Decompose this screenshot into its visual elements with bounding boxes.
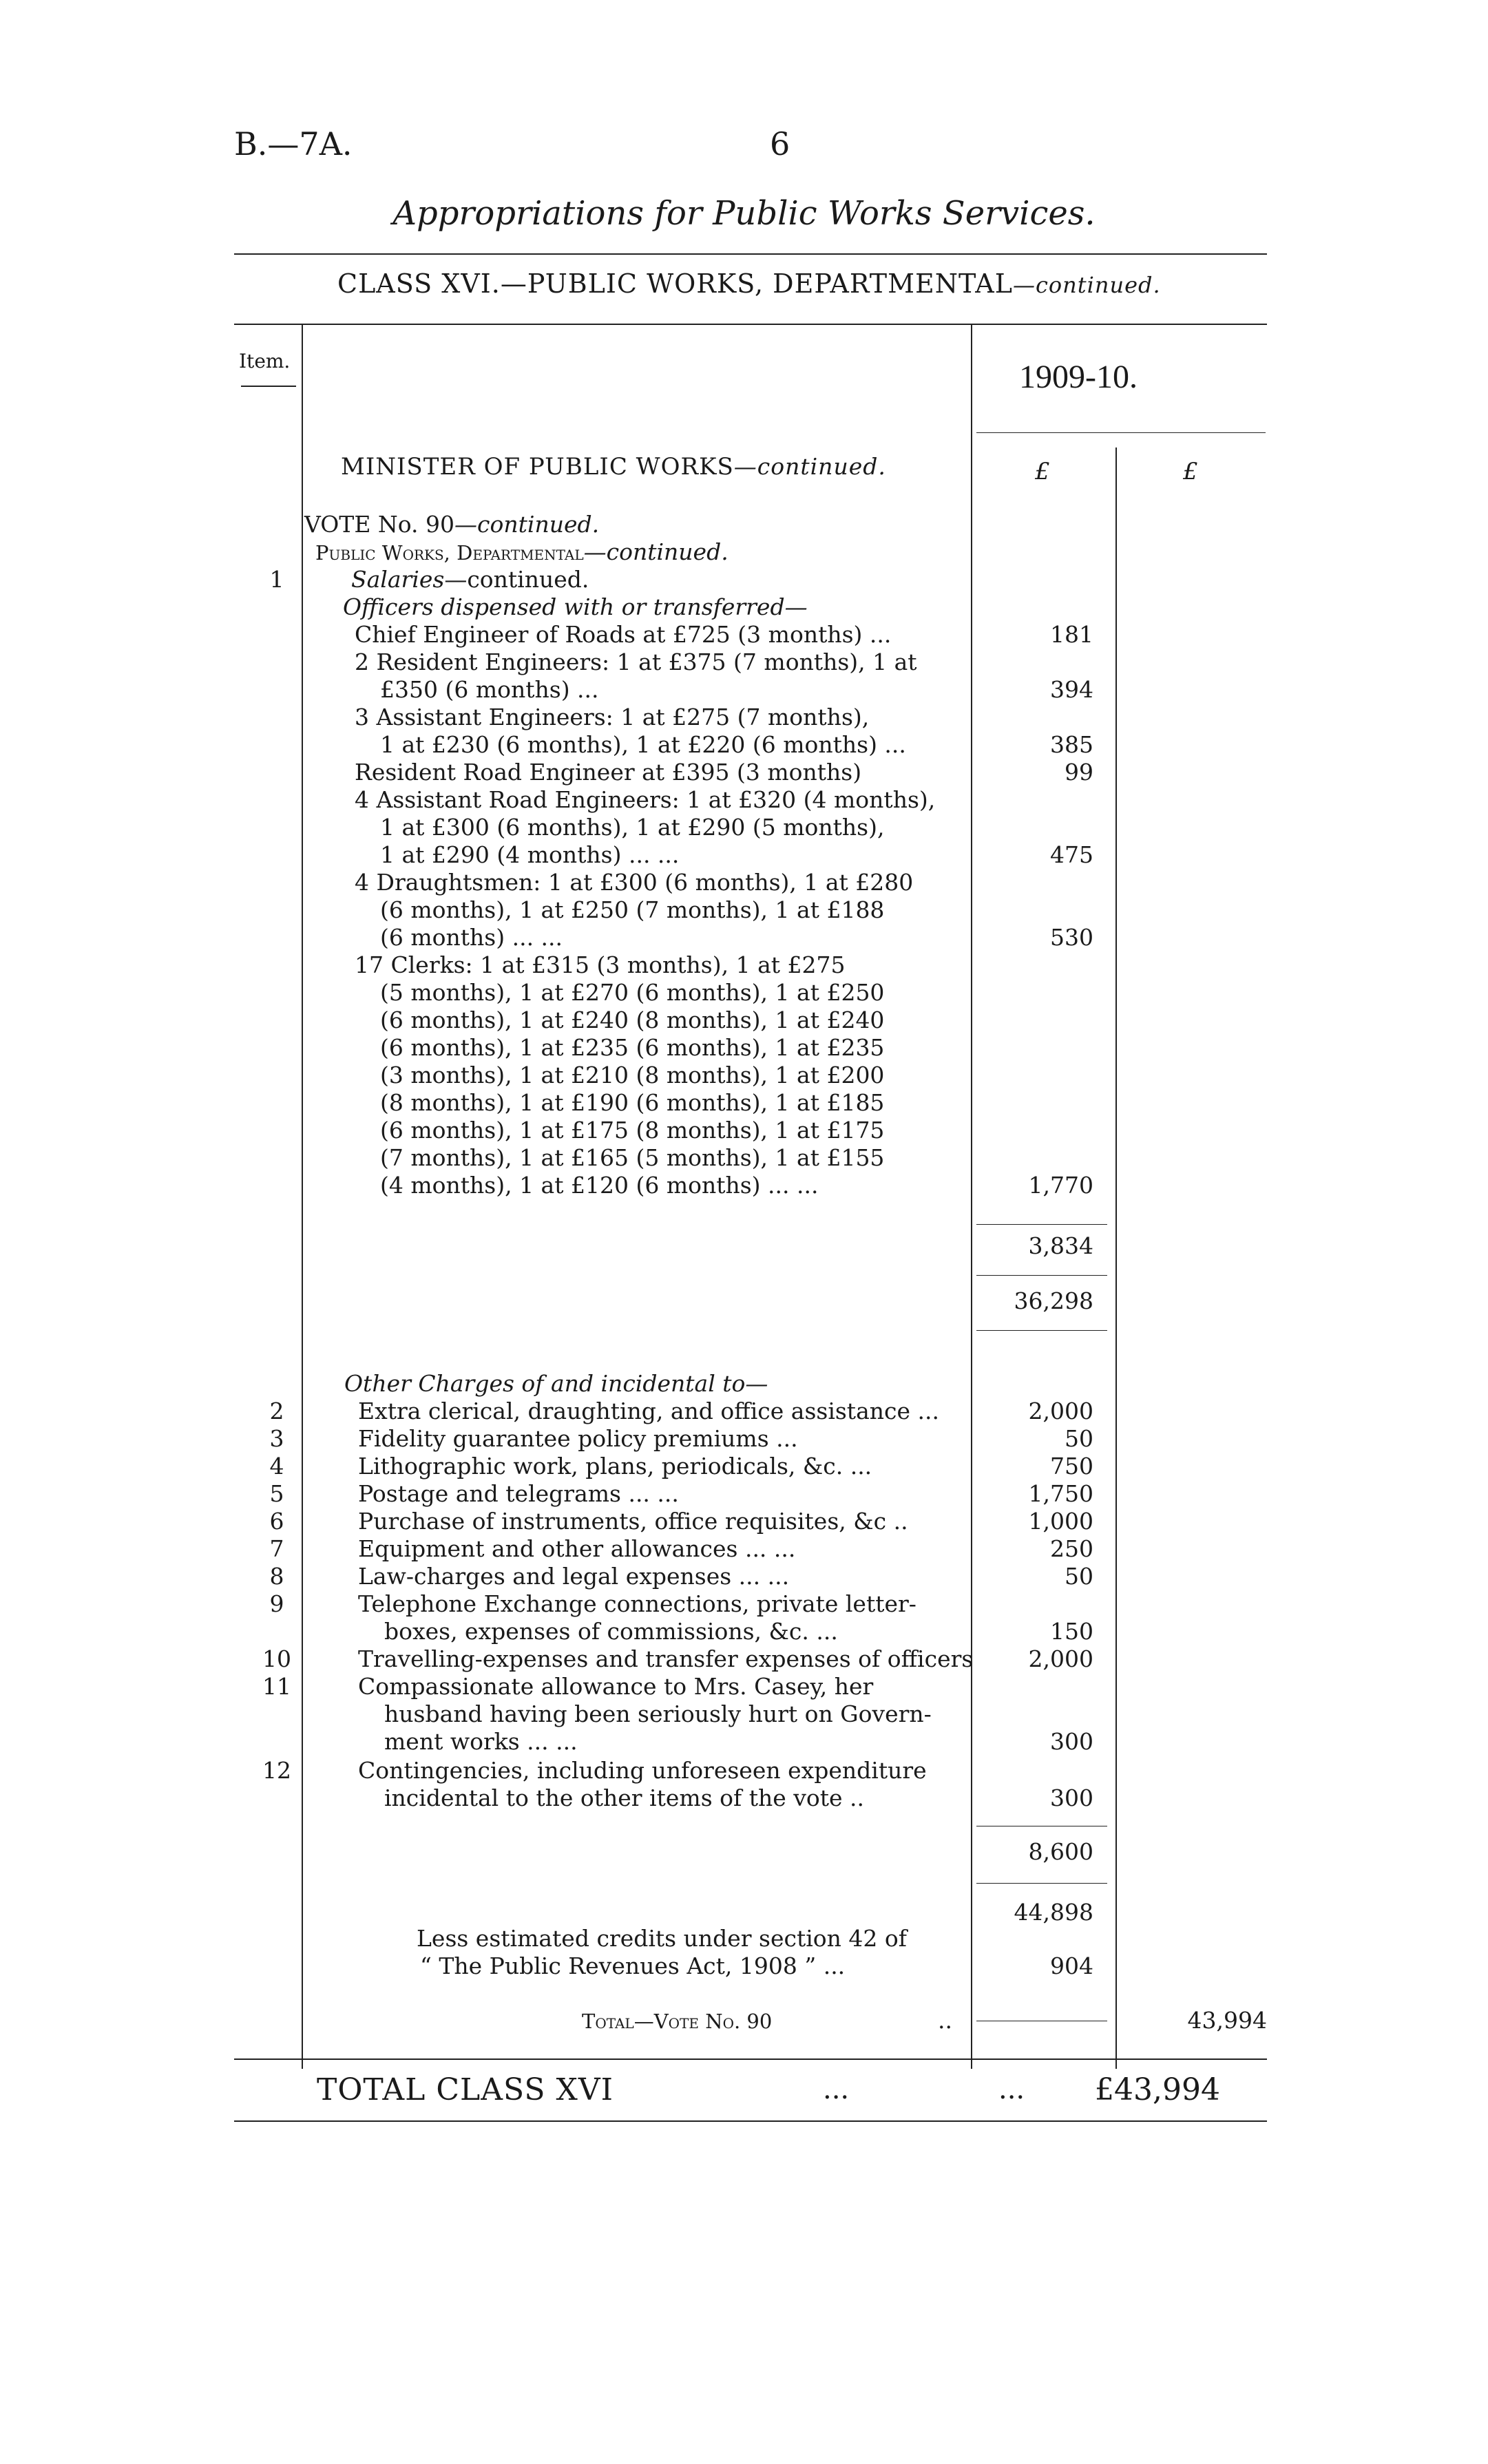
charge-line: Fidelity guarantee policy premiums ... bbox=[358, 1425, 798, 1452]
salary-line: 4 Assistant Road Engineers: 1 at £320 (4 months), bbox=[355, 786, 936, 813]
charge-amount: 2,000 bbox=[1028, 1398, 1093, 1424]
subtotal-rule bbox=[976, 1883, 1107, 1884]
salary-line: Chief Engineer of Roads at £725 (3 months) ... bbox=[355, 621, 892, 648]
salary-line: 1 at £290 (4 months) ... ... bbox=[380, 841, 680, 868]
charge-line: ment works ... ... bbox=[384, 1728, 578, 1755]
item-number: 3 bbox=[269, 1425, 284, 1452]
officers-heading: Officers dispensed with or transferred— bbox=[343, 593, 808, 620]
salary-total: 36,298 bbox=[1014, 1287, 1093, 1314]
item-number: 9 bbox=[269, 1590, 284, 1617]
charge-line: Postage and telegrams ... ... bbox=[358, 1480, 679, 1507]
total-column-rule bbox=[1115, 447, 1117, 2069]
salary-line: (8 months), 1 at £190 (6 months), 1 at £185 bbox=[380, 1089, 885, 1116]
vote-heading: VOTE No. 90—continued. bbox=[304, 511, 600, 538]
item-number: 7 bbox=[269, 1535, 284, 1562]
salary-line: (6 months), 1 at £240 (8 months), 1 at £240 bbox=[380, 1007, 885, 1033]
table-top-rule bbox=[234, 324, 1267, 325]
pound-symbol-col1: £ bbox=[1035, 458, 1050, 485]
salary-line: (6 months), 1 at £235 (6 months), 1 at £235 bbox=[380, 1034, 885, 1061]
item-column-header: Item. bbox=[239, 350, 291, 372]
item-number: 1 bbox=[269, 566, 284, 593]
salary-amount: 181 bbox=[1050, 621, 1093, 648]
salary-line: 2 Resident Engineers: 1 at £375 (7 months), 1 at bbox=[355, 649, 917, 675]
page-number: 6 bbox=[770, 125, 790, 162]
charge-line: Lithographic work, plans, periodicals, &c. ... bbox=[358, 1453, 872, 1480]
salary-line: (3 months), 1 at £210 (8 months), 1 at £200 bbox=[380, 1062, 885, 1088]
year-rule bbox=[976, 432, 1266, 433]
salary-amount: 394 bbox=[1050, 676, 1093, 703]
gross-total: 44,898 bbox=[1014, 1899, 1093, 1926]
amount-column-rule bbox=[971, 324, 972, 2069]
less-credits-amount: 904 bbox=[1050, 1952, 1093, 1979]
class-total-dots: ... bbox=[998, 2074, 1025, 2105]
section-heading: MINISTER OF PUBLIC WORKS—continued. bbox=[341, 453, 886, 481]
salary-line: 1 at £300 (6 months), 1 at £290 (5 months), bbox=[380, 814, 885, 841]
item-number: 12 bbox=[262, 1757, 291, 1784]
subtotal-rule bbox=[976, 1330, 1107, 1331]
salary-line: (6 months) ... ... bbox=[380, 924, 563, 951]
subhead-heading: Public Works, Departmental—continued. bbox=[315, 538, 729, 565]
pound-symbol-col2: £ bbox=[1183, 458, 1198, 485]
salary-line: 1 at £230 (6 months), 1 at £220 (6 months) ... bbox=[380, 731, 906, 758]
page-title: Appropriations for Public Works Services. bbox=[392, 194, 1096, 233]
salary-line: (4 months), 1 at £120 (6 months) ... ... bbox=[380, 1172, 819, 1199]
item-column-rule bbox=[302, 324, 303, 2069]
charge-line: boxes, expenses of commissions, &c. ... bbox=[384, 1618, 838, 1645]
charge-amount: 250 bbox=[1050, 1535, 1093, 1562]
less-credits-line: Less estimated credits under section 42 of bbox=[417, 1925, 907, 1952]
charge-amount: 1,750 bbox=[1028, 1480, 1093, 1507]
item-number: 2 bbox=[269, 1398, 284, 1424]
item-number: 8 bbox=[269, 1563, 284, 1590]
salary-line: Resident Road Engineer at £395 (3 months) bbox=[355, 759, 862, 786]
charge-line: Equipment and other allowances ... ... bbox=[358, 1535, 796, 1562]
class-total-top-rule bbox=[234, 2058, 1267, 2060]
charge-line: Contingencies, including unforeseen expenditure bbox=[358, 1757, 927, 1784]
salary-amount: 385 bbox=[1050, 731, 1093, 758]
charge-line: Compassionate allowance to Mrs. Casey, her bbox=[358, 1673, 874, 1700]
salary-line: (7 months), 1 at £165 (5 months), 1 at £155 bbox=[380, 1144, 885, 1171]
class-total-bottom-rule bbox=[234, 2120, 1267, 2122]
item-header-underline bbox=[241, 386, 296, 387]
charge-line: Extra clerical, draughting, and office assistance ... bbox=[358, 1398, 939, 1424]
charge-amount: 1,000 bbox=[1028, 1508, 1093, 1535]
charge-line: Telephone Exchange connections, private letter- bbox=[358, 1590, 916, 1617]
vote-total-amount: 43,994 bbox=[1187, 2007, 1267, 2034]
charge-amount: 750 bbox=[1050, 1453, 1093, 1480]
salary-line: (6 months), 1 at £175 (8 months), 1 at £175 bbox=[380, 1117, 885, 1144]
salary-line: (5 months), 1 at £270 (6 months), 1 at £250 bbox=[380, 979, 885, 1006]
salary-subtotal: 3,834 bbox=[1028, 1232, 1093, 1259]
salary-amount: 1,770 bbox=[1028, 1172, 1093, 1199]
charge-line: husband having been seriously hurt on Govern- bbox=[384, 1700, 932, 1727]
charge-line: incidental to the other items of the vote .. bbox=[384, 1784, 864, 1811]
class-total-label: TOTAL CLASS XVI bbox=[317, 2072, 614, 2107]
salary-line: (6 months), 1 at £250 (7 months), 1 at £188 bbox=[380, 896, 885, 923]
year-header: 1909-10. bbox=[1019, 359, 1138, 395]
salary-line: £350 (6 months) ... bbox=[380, 676, 599, 703]
salary-line: 3 Assistant Engineers: 1 at £275 (7 months), bbox=[355, 704, 870, 730]
salary-amount: 530 bbox=[1050, 924, 1093, 951]
item-number: 11 bbox=[262, 1673, 291, 1700]
class-total-dots: ... bbox=[823, 2074, 850, 2105]
subtotal-rule bbox=[976, 1275, 1107, 1276]
less-credits-line: “ The Public Revenues Act, 1908 ” ... bbox=[420, 1952, 846, 1979]
charge-amount: 50 bbox=[1065, 1563, 1093, 1590]
charge-line: Purchase of instruments, office requisites, &c .. bbox=[358, 1508, 908, 1535]
class-heading: CLASS XVI.—PUBLIC WORKS, DEPARTMENTAL—continued. bbox=[337, 268, 1161, 299]
charge-line: Travelling-expenses and transfer expenses of officers bbox=[358, 1645, 974, 1672]
item-number: 5 bbox=[269, 1480, 284, 1507]
vote-total-label: Total—Vote No. 90 bbox=[582, 2010, 773, 2033]
item-number: 6 bbox=[269, 1508, 284, 1535]
charge-amount: 300 bbox=[1050, 1728, 1093, 1755]
salary-amount: 99 bbox=[1065, 759, 1093, 786]
charge-amount: 150 bbox=[1050, 1618, 1093, 1645]
vote-total-dots: .. bbox=[938, 2007, 952, 2034]
salary-line: 17 Clerks: 1 at £315 (3 months), 1 at £275 bbox=[355, 951, 846, 978]
title-rule bbox=[234, 253, 1267, 255]
item-number: 4 bbox=[269, 1453, 284, 1480]
salary-line: 4 Draughtsmen: 1 at £300 (6 months), 1 at £280 bbox=[355, 869, 914, 896]
charge-amount: 300 bbox=[1050, 1784, 1093, 1811]
charge-amount: 50 bbox=[1065, 1425, 1093, 1452]
charge-line: Law-charges and legal expenses ... ... bbox=[358, 1563, 790, 1590]
other-charges-heading: Other Charges of and incidental to— bbox=[344, 1370, 768, 1397]
document-reference: B.—7A. bbox=[234, 125, 353, 162]
charge-amount: 2,000 bbox=[1028, 1645, 1093, 1672]
item-number: 10 bbox=[262, 1645, 291, 1672]
other-charges-subtotal: 8,600 bbox=[1028, 1838, 1093, 1865]
salary-amount: 475 bbox=[1050, 841, 1093, 868]
subtotal-rule bbox=[976, 1224, 1107, 1225]
salaries-heading: Salaries—continued. bbox=[351, 566, 589, 593]
class-total-amount: £43,994 bbox=[1095, 2072, 1220, 2107]
